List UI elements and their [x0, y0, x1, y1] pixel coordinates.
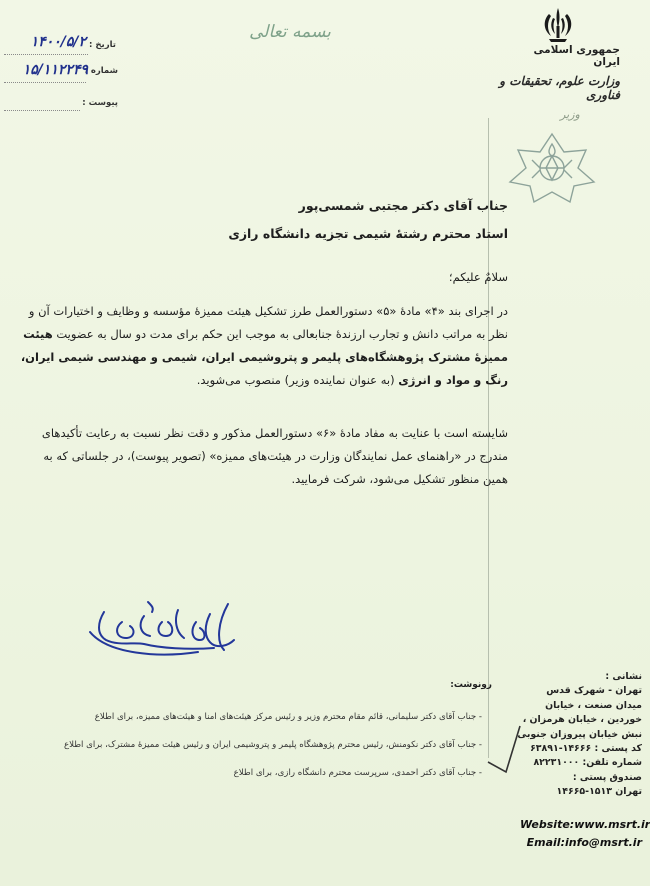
attachment-label: پیوست :: [82, 98, 118, 108]
number-underline: [4, 82, 86, 83]
address-label: نشانی :: [605, 671, 642, 682]
po-box: تهران ۱۵۱۳-۱۴۶۶۵: [556, 786, 642, 798]
number-label: شماره :: [84, 66, 118, 76]
website-link[interactable]: Website:www.msrt.ir: [520, 818, 650, 831]
date-label: تاریخ :: [89, 40, 116, 50]
date-value: ۱۴۰۰/۵/۲: [30, 34, 86, 50]
ministry-name: وزارت علوم، تحقیقات و فناوری: [499, 74, 620, 102]
handwritten-signature: [78, 592, 248, 662]
email-link[interactable]: Email:info@msrt.ir: [526, 836, 642, 849]
addressee-title: استاد محترم رشتهٔ شیمی تجزیه دانشگاه رازی: [228, 226, 508, 241]
postal-code: کد پستی : ۱۴۶۶۶-۶۳۸۹۱: [530, 743, 642, 755]
po-box-label: صندوق پستی :: [572, 771, 642, 783]
ornament-icon: [502, 130, 602, 206]
phone-number: شماره تلفن: ۸۲۲۳۱۰۰۰: [533, 757, 642, 769]
address-line: خوردین ، خیابان هرمزان ،: [522, 714, 642, 726]
cc-item: - جناب آقای دکتر سلیمانی، قائم مقام محترم وزیر و رئیس مرکز هیئت‌های امنا و هیئت‌های ممیزه، برای اطلاع: [94, 712, 482, 722]
address-line: تهران - شهرک قدس: [546, 685, 642, 697]
p1-text-a: در اجرای بند «۴» مادهٔ «۵» دستورالعمل طرز تشکیل هیئت ممیزهٔ مؤسسه و وظایف و اختیارات آن و نظر به مراتب دانش و تجارب ارزندهٔ جنابعالی به موجب این حکم برای مدت دو سال به عضویت: [28, 304, 508, 341]
cc-item: - جناب آقای دکتر نکومنش، رئیس محترم پژوهشگاه پلیمر و پتروشیمی ایران و رئیس هیئت ممیزهٔ مشترک، برای اطلاع: [63, 740, 482, 750]
number-value: ۱۵/۱۱۲۲۴۹: [22, 62, 88, 78]
body-paragraph-1: [20, 300, 508, 392]
iran-emblem-icon: [535, 6, 581, 46]
attachment-underline: [4, 110, 80, 111]
cc-title: رونوشت:: [450, 680, 492, 690]
address-line: نبش خیابان پیروزان جنوبی: [517, 728, 642, 740]
body-paragraph-2: شایسته است با عنایت به مفاد مادهٔ «۶» دستورالعمل مذکور و دقت نظر نسبت به رعایت تأکیدهای مندرج در «راهنمای عمل نمایندگان وزارت در هیئت‌های ممیزه» (تصویر پیوست)، در جلساتی که به همین منظور تشکیل می‌شود، شرکت فرمایید.: [41, 426, 508, 486]
addressee-block: [140, 192, 508, 248]
address-line: میدان صنعت ، خیابان: [545, 699, 642, 711]
p1-text-b: (به عنوان نماینده وزیر) منصوب می‌شوید.: [196, 373, 399, 387]
greeting: سلامٌ علیکم؛: [448, 270, 508, 284]
minister-office-label: وزیر: [560, 108, 580, 121]
cc-item: - جناب آقای دکتر احمدی، سرپرست محترم دانشگاه رازی، برای اطلاع: [233, 768, 482, 778]
p1-bold-text: هیئت ممیزهٔ مشترک پژوهشگاه‌های پلیمر و پتروشیمی ایران، شیمی و مهندسی شیمی ایران، رنگ و مواد و انرژی: [20, 327, 508, 387]
addressee-name: جناب آقای دکتر مجتبی شمسی‌پور: [298, 198, 508, 213]
republic-name: جمهوری اسلامی ایران: [533, 44, 620, 68]
bismillah-heading: بسمه تعالی: [249, 22, 331, 42]
date-underline: [4, 54, 88, 55]
contact-block: [508, 670, 642, 800]
